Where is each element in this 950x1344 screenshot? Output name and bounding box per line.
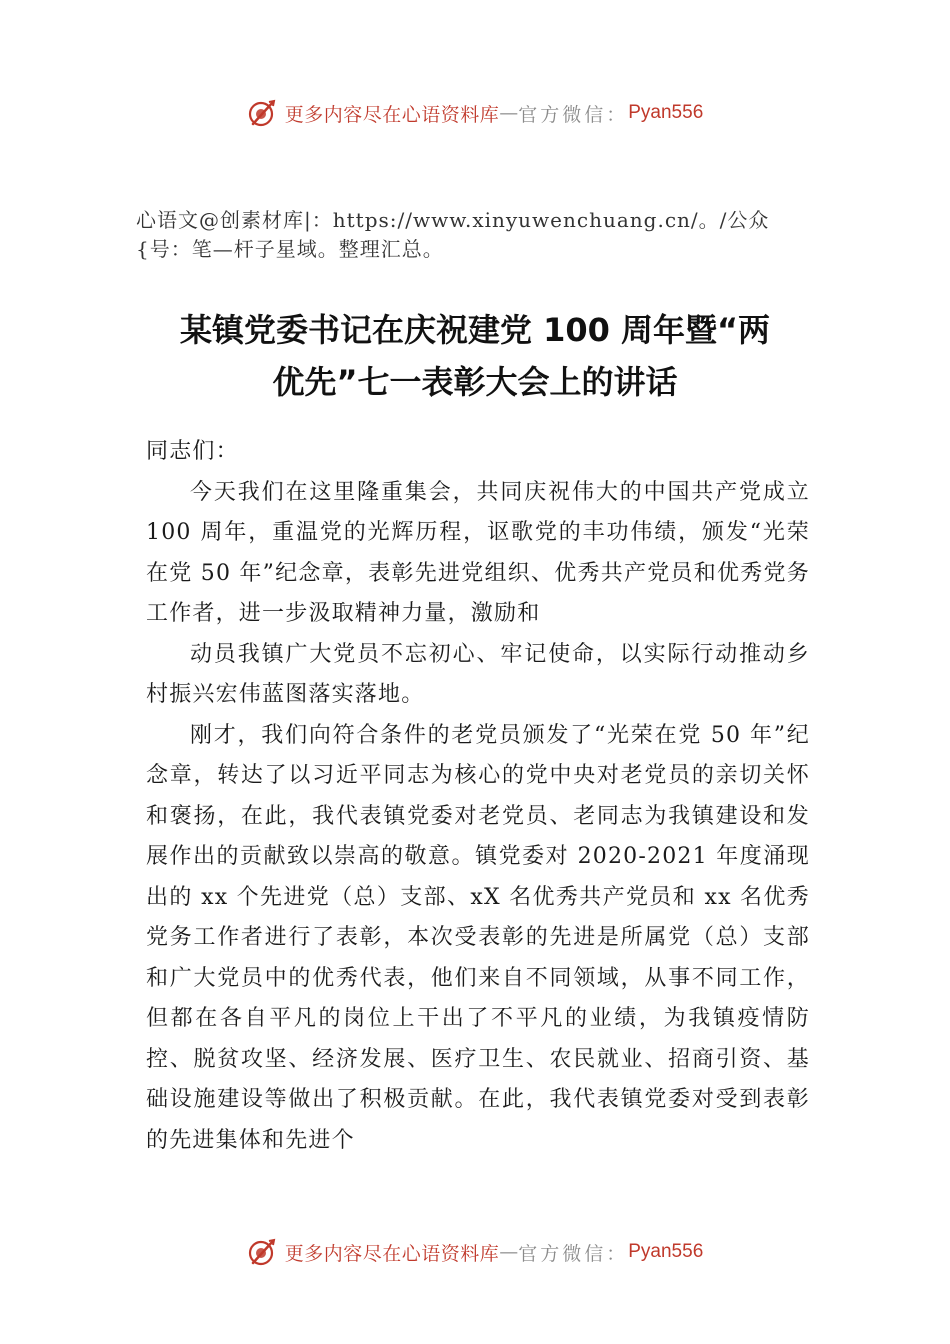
banner-wechat-id: Pyan556 xyxy=(628,1241,704,1262)
banner-wechat-id: Pyan556 xyxy=(628,102,704,123)
paragraph-1: 今天我们在这里隆重集会，共同庆祝伟大的中国共产党成立 100 周年，重温党的光辉历程，讴歌党的丰功伟绩，颁发“光荣在党 50 年”纪念章，表彰先进党组织、优秀共产党员和优秀党务工作者，进一步汲取精神力量，激励和 xyxy=(146,479,810,626)
banner-wechat-label: 官方微信： xyxy=(518,1242,629,1265)
document-title-line-2: 优先”七一表彰大会上的讲话 xyxy=(272,363,678,401)
banner-separator: — xyxy=(499,102,519,124)
brand-logo-icon xyxy=(247,1237,277,1267)
banner-slogan: 更多内容尽在心语资料库 xyxy=(284,103,500,126)
banner-separator: — xyxy=(499,1241,519,1263)
header-banner xyxy=(0,93,950,133)
footer-banner xyxy=(0,1232,950,1272)
source-note xyxy=(136,206,846,264)
salutation: 同志们： xyxy=(146,439,239,464)
document-title-line-1: 某镇党委书记在庆祝建党 100 周年暨“两 xyxy=(179,311,771,349)
paragraph-2: 动员我镇广大党员不忘初心、牢记使命，以实际行动推动乡村振兴宏伟蓝图落实落地。 xyxy=(146,641,810,707)
banner-wechat-label: 官方微信： xyxy=(518,103,629,126)
source-note-line-2: {号：笔—杆子星域。整理汇总。 xyxy=(136,237,444,261)
document-title xyxy=(120,304,830,408)
source-note-line-1: 心语文@创素材库|：https://www.xinyuwenchuang.cn/。/公众 xyxy=(136,208,770,232)
banner-slogan: 更多内容尽在心语资料库 xyxy=(284,1242,500,1265)
document-body xyxy=(146,432,810,1161)
brand-logo-icon xyxy=(247,98,277,128)
paragraph-3: 刚才，我们向符合条件的老党员颁发了“光荣在党 50 年”纪念章，转达了以习近平同志为核心的党中央对老党员的亲切关怀和褒扬，在此，我代表镇党委对老党员、老同志为我镇建设和发展作出的贡献致以崇高的敬意。镇党委对 2020-2021 年度涌现出的 xx 个先进党（总）支部、xX 名优秀共产党员和 xx 名优秀党务工作者进行了表彰，本次受表彰的先进是所属党（总）支部和广大党员中的优秀代表，他们来自不同领域，从事不同工作，但都在各自平凡的岗位上干出了不平凡的业绩，为我镇疫情防控、脱贫攻坚、经济发展、医疗卫生、农民就业、招商引资、基础设施建设等做出了积极贡献。在此，我代表镇党委对受到表彰的先进集体和先进个 xyxy=(146,722,810,1153)
